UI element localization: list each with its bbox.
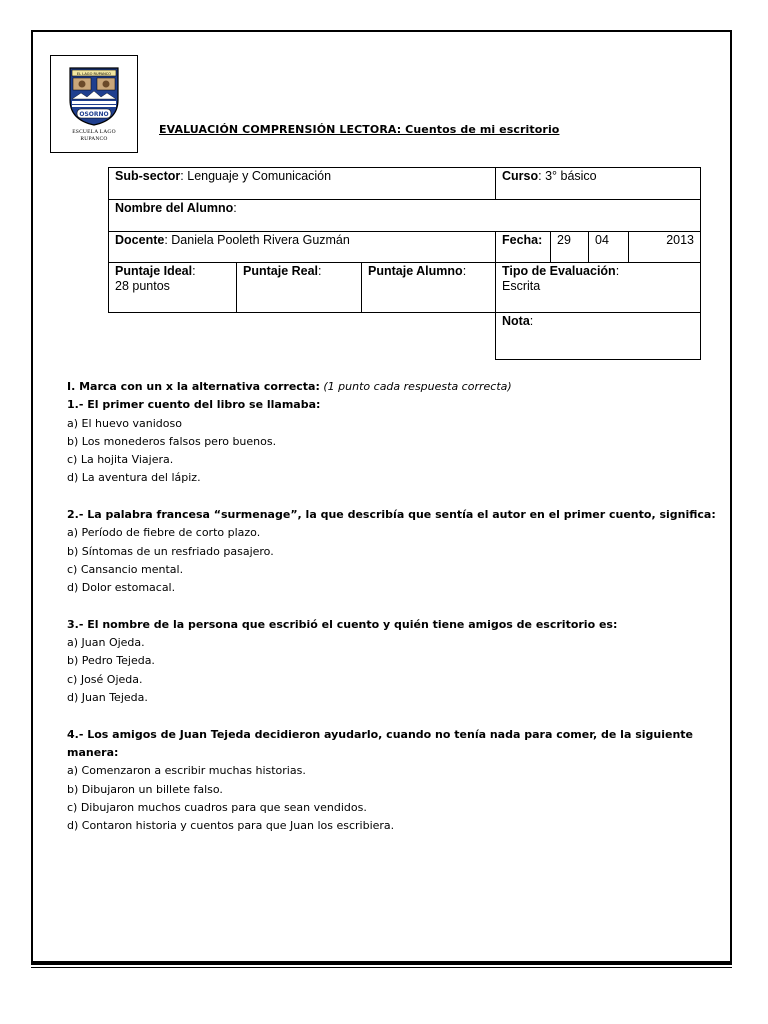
- question-2-option-a[interactable]: a) Período de fiebre de corto plazo.: [67, 526, 261, 540]
- school-name-line1: ESCUELA LAGO: [72, 129, 116, 135]
- shield-osorno-text: OSORNO: [79, 111, 109, 118]
- question-1-option-b[interactable]: b) Los monederos falsos pero buenos.: [67, 434, 277, 448]
- puntaje-real-cell: Puntaje Real:: [237, 263, 362, 313]
- empty-cell: [109, 313, 496, 360]
- question-3-option-c[interactable]: c) José Ojeda.: [67, 672, 143, 686]
- nombre-alumno-cell: Nombre del Alumno:: [109, 200, 701, 232]
- question-2: 2.- La palabra francesa “surmenage”, la que describía que sentía el autor en el primer cuento, significa:: [67, 508, 716, 522]
- question-1-option-d[interactable]: d) La aventura del lápiz.: [67, 471, 201, 485]
- question-2-option-d[interactable]: d) Dolor estomacal.: [67, 581, 176, 595]
- question-2-option-c[interactable]: c) Cansancio mental.: [67, 562, 184, 576]
- shield-banner-text: EL LAGO RUPANCO: [76, 72, 112, 76]
- question-4: 4.- Los amigos de Juan Tejeda decidieron ayudarlo, cuando no tenía nada para comer, de la siguiente: [67, 727, 694, 741]
- question-4-continued: manera:: [67, 745, 119, 759]
- document-title: EVALUACIÓN COMPRENSIÓN LECTORA: Cuentos de mi escritorio: [159, 123, 560, 136]
- docente-cell: Docente: Daniela Pooleth Rivera Guzmán: [109, 232, 496, 263]
- fecha-day-cell: 29: [551, 232, 589, 263]
- nota-cell: Nota:: [496, 313, 701, 360]
- tipo-evaluacion-cell: Tipo de Evaluación: Escrita: [496, 263, 701, 313]
- question-3-option-a[interactable]: a) Juan Ojeda.: [67, 636, 145, 650]
- question-3-option-b[interactable]: b) Pedro Tejeda.: [67, 654, 155, 668]
- school-name-line2: RUPANCO: [80, 136, 108, 142]
- question-3-option-d[interactable]: d) Juan Tejeda.: [67, 691, 148, 705]
- info-table: [108, 167, 701, 360]
- question-4-option-c[interactable]: c) Dibujaron muchos cuadros para que sean vendidos.: [67, 800, 367, 814]
- school-logo: [50, 55, 138, 153]
- question-4-option-d[interactable]: d) Contaron historia y cuentos para que Juan los escribiera.: [67, 819, 395, 833]
- question-4-option-b[interactable]: b) Dibujaron un billete falso.: [67, 782, 223, 796]
- fecha-label-cell: Fecha:: [496, 232, 551, 263]
- question-3: 3.- El nombre de la persona que escribió el cuento y quién tiene amigos de escritorio es:: [67, 617, 618, 631]
- fecha-month-cell: 04: [589, 232, 629, 263]
- question-4-option-a[interactable]: a) Comenzaron a escribir muchas historias.: [67, 764, 306, 778]
- question-2-option-b[interactable]: b) Síntomas de un resfriado pasajero.: [67, 544, 274, 558]
- school-shield-icon: [67, 66, 121, 126]
- question-1-option-a[interactable]: a) El huevo vanidoso: [67, 416, 182, 430]
- school-name: [51, 129, 137, 143]
- fecha-year-cell: 2013: [629, 232, 701, 263]
- question-1-option-c[interactable]: c) La hojita Viajera.: [67, 453, 174, 467]
- question-1: 1.- El primer cuento del libro se llamaba:: [67, 398, 321, 412]
- puntaje-ideal-cell: Puntaje Ideal: 28 puntos: [109, 263, 237, 313]
- instruction: I. Marca con un x la alternativa correcta: (1 punto cada respuesta correcta): [67, 380, 512, 393]
- puntaje-alumno-cell: Puntaje Alumno:: [362, 263, 496, 313]
- subsector-cell: Sub-sector: Lenguaje y Comunicación: [109, 168, 496, 200]
- curso-cell: Curso: 3° básico: [496, 168, 701, 200]
- questions-section: [67, 378, 727, 835]
